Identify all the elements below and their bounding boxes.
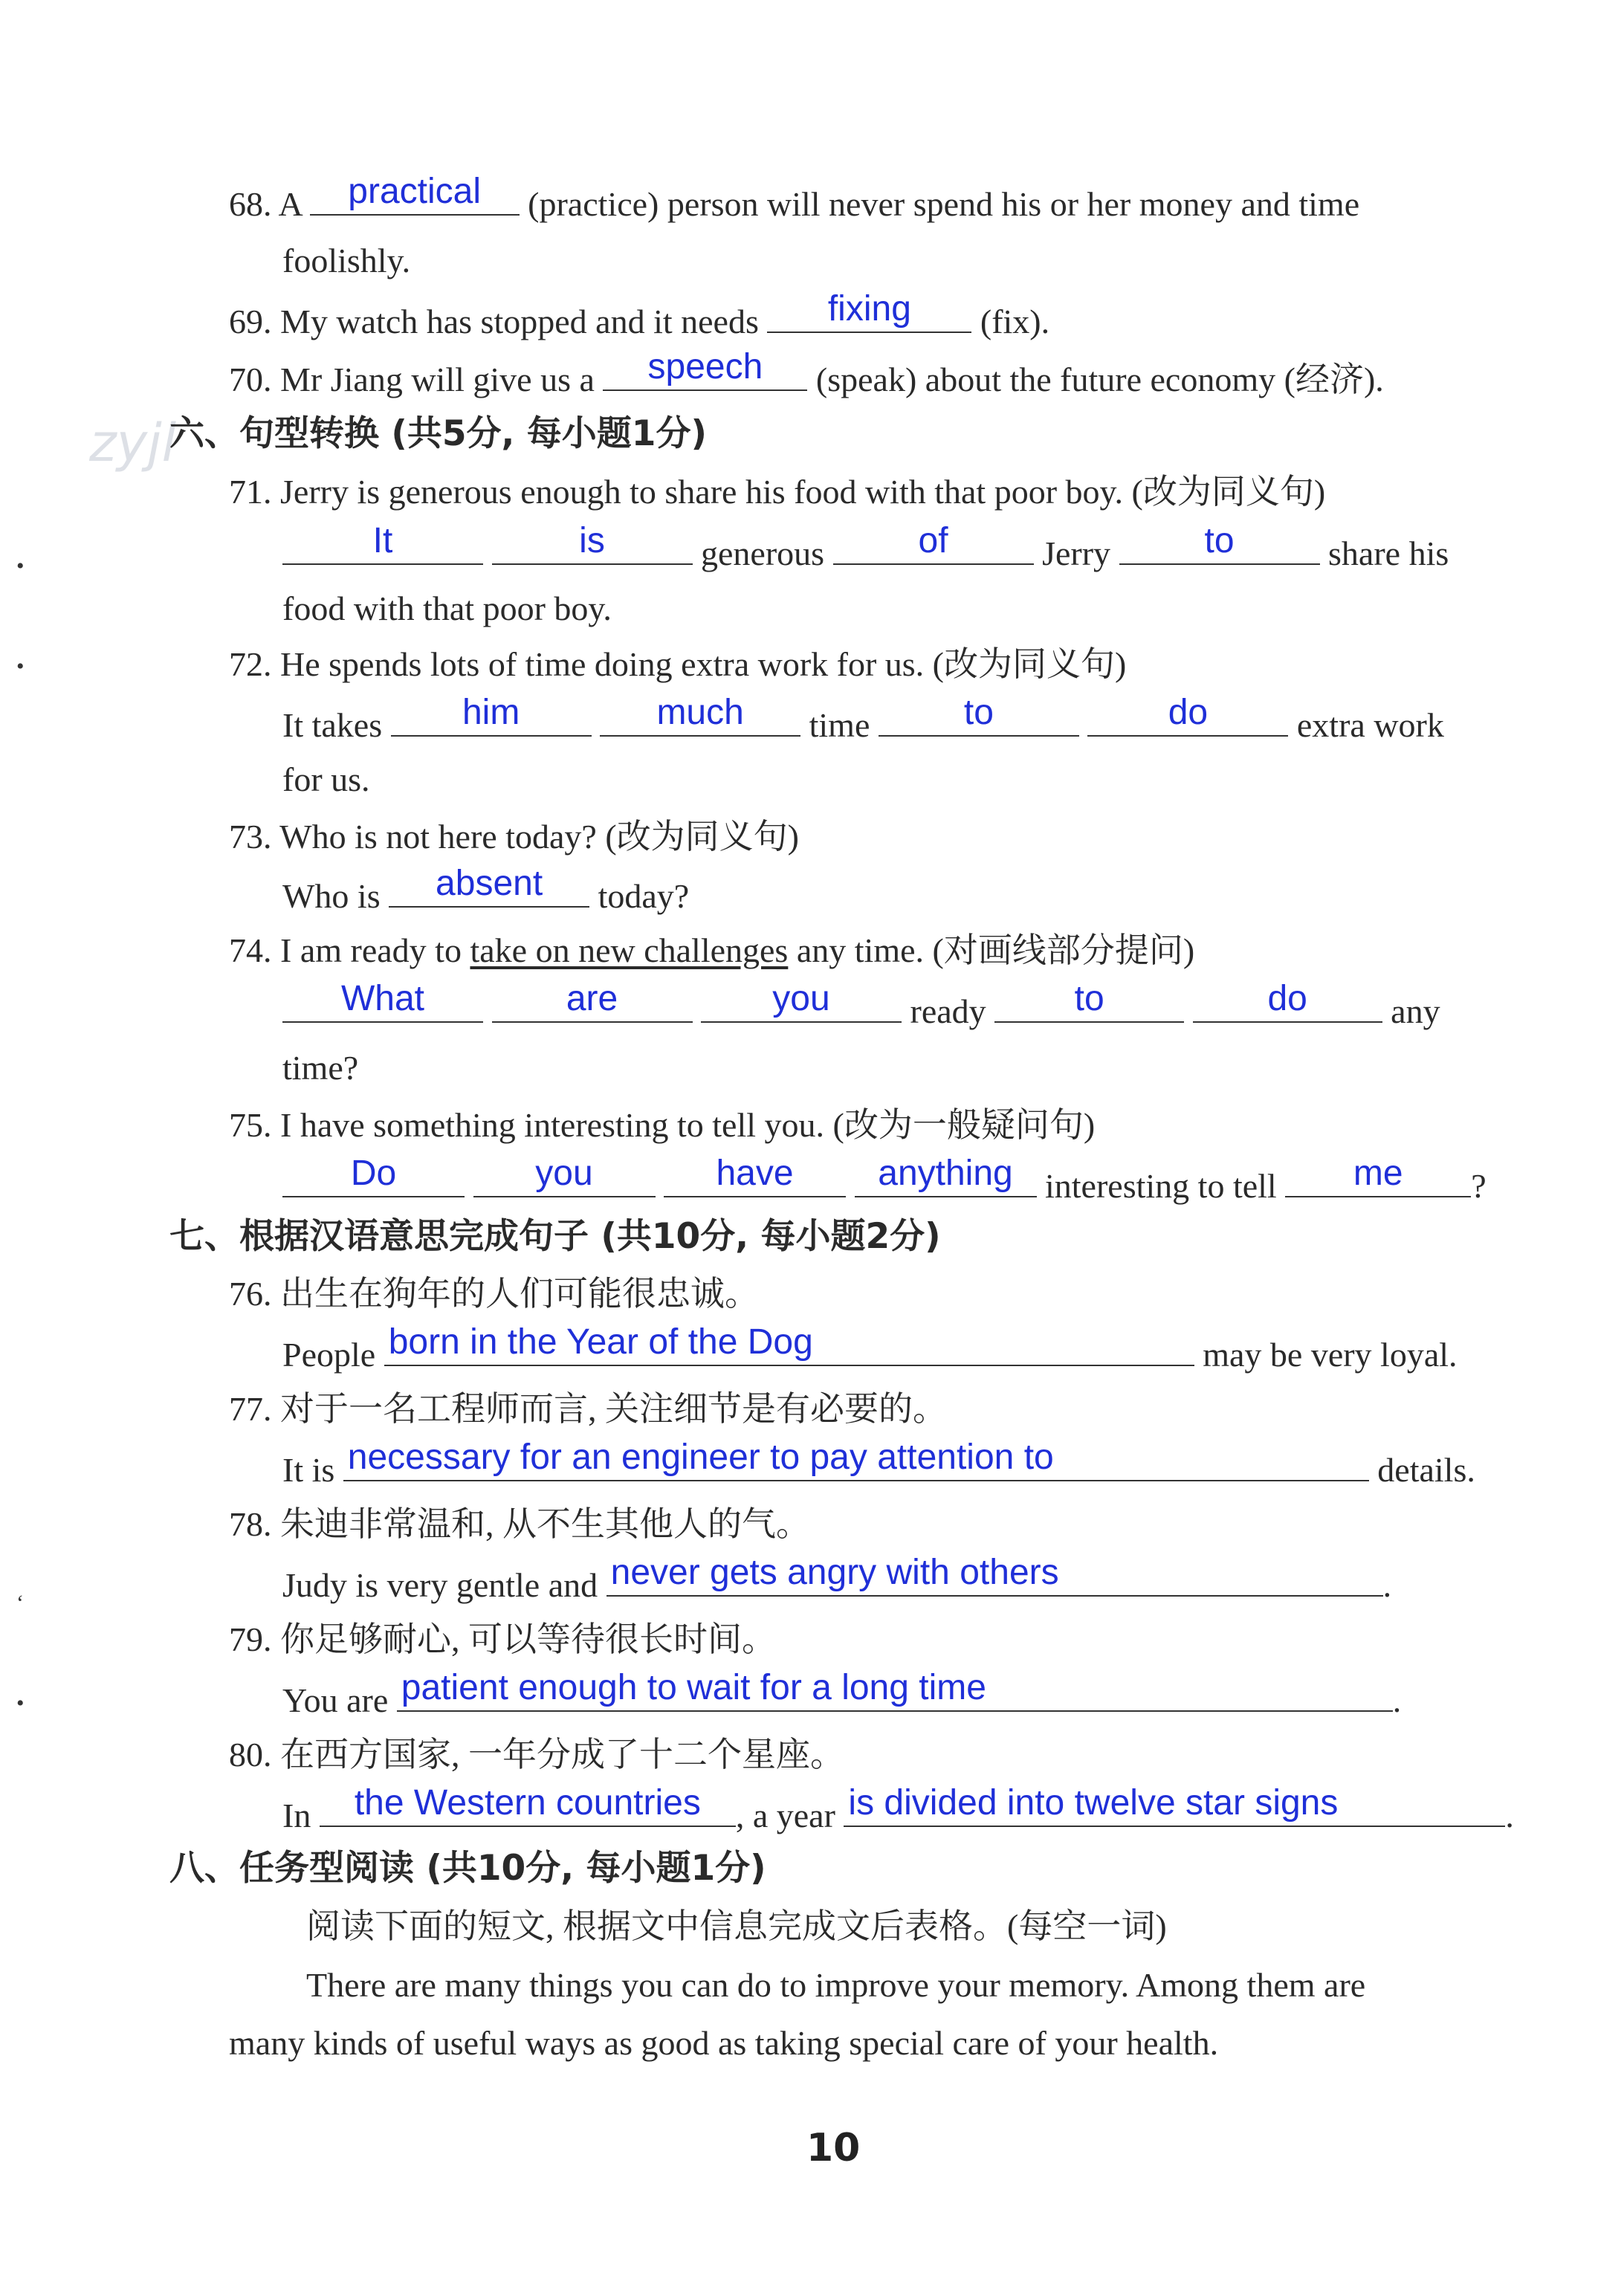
q80-blank-1[interactable]: the Western countries — [320, 1791, 736, 1827]
q71-blank-1[interactable]: It — [282, 529, 483, 565]
q72-answer-line: It takes him much time to do extra work — [282, 693, 1444, 744]
q68-suffix: (practice) person will never spend his or her money and time — [528, 185, 1360, 223]
q71-blank-3[interactable]: of — [833, 529, 1034, 565]
q74-continuation: time? — [282, 1049, 359, 1087]
section-8-heading: 八、任务型阅读 (共10分, 每小题1分) — [169, 1848, 766, 1889]
q79-blank[interactable]: patient enough to wait for a long time — [397, 1676, 1393, 1712]
question-78: 78. 朱迪非常温和, 从不生其他人的气。 — [229, 1505, 810, 1543]
q72-blank-1[interactable]: him — [391, 701, 592, 737]
reading-instruction: 阅读下面的短文, 根据文中信息完成文后表格。(每空一词) — [306, 1907, 1167, 1945]
question-79: 79. 你足够耐心, 可以等待很长时间。 — [229, 1620, 776, 1658]
question-68 — [229, 172, 1360, 226]
q76-blank[interactable]: born in the Year of the Dog — [384, 1330, 1194, 1366]
q74-blank-3[interactable]: you — [701, 987, 902, 1023]
section-6-heading: 六、句型转换 (共5分, 每小题1分) — [169, 413, 707, 454]
q68-continuation: foolishly. — [282, 242, 411, 279]
q69-suffix: (fix). — [980, 303, 1050, 340]
q68-prefix: 68. A — [229, 185, 302, 223]
margin-mark: • — [16, 554, 25, 578]
q72-blank-2[interactable]: much — [600, 701, 800, 737]
question-76: 76. 出生在狗年的人们可能很忠诚。 — [229, 1275, 759, 1313]
reading-paragraph-line-2: many kinds of useful ways as good as taking special care of your health. — [229, 2024, 1219, 2062]
q70-blank[interactable] — [603, 347, 807, 391]
q70-prefix: 70. Mr Jiang will give us a — [229, 360, 595, 398]
question-69 — [229, 289, 1050, 343]
q70-suffix: (speak) about the future economy (经济). — [815, 360, 1384, 398]
q74-blank-2[interactable]: are — [492, 987, 693, 1023]
question-80: 80. 在西方国家, 一年分成了十二个星座。 — [229, 1736, 844, 1773]
margin-mark: ‘ — [16, 1591, 24, 1615]
q75-answer-line: Do you have anything interesting to tell me ? — [282, 1162, 1486, 1208]
page-number: 10 — [806, 2126, 861, 2170]
q71-continuation: food with that poor boy. — [282, 589, 612, 627]
question-73: 73. Who is not here today? (改为同义句) — [229, 818, 799, 856]
q74-blank-1[interactable]: What — [282, 987, 483, 1023]
question-70 — [229, 347, 1384, 401]
q78-blank[interactable]: never gets angry with others — [606, 1561, 1383, 1597]
q80-answer-line: In the Western countries , a year is divided into twelve star signs . — [282, 1783, 1514, 1834]
q69-answer: fixing — [827, 289, 911, 329]
q74-blank-5[interactable]: do — [1193, 987, 1382, 1023]
q75-blank-1[interactable]: Do — [282, 1162, 465, 1197]
q79-answer-line: You are patient enough to wait for a long time . — [282, 1668, 1402, 1719]
question-77: 77. 对于一名工程师而言, 关注细节是有必要的。 — [229, 1390, 947, 1428]
underlined-phrase: take on new challenges — [470, 931, 789, 969]
q75-blank-2[interactable]: you — [473, 1162, 656, 1197]
q69-prefix: 69. My watch has stopped and it needs — [229, 303, 759, 340]
reading-paragraph-line-1: There are many things you can do to improve your memory. Among them are — [306, 1966, 1366, 2004]
q78-answer-line: Judy is very gentle and never gets angry with others . — [282, 1553, 1392, 1604]
q75-blank-3[interactable]: have — [664, 1162, 846, 1197]
q74-blank-4[interactable]: to — [994, 987, 1184, 1023]
margin-mark: • — [16, 1691, 25, 1716]
q74-answer-line: What are you ready to do any — [282, 987, 1440, 1033]
q70-answer: speech — [647, 347, 763, 387]
watermark: zyjl — [89, 413, 177, 473]
q75-blank-5[interactable]: me — [1285, 1162, 1471, 1197]
question-72: 72. He spends lots of time doing extra work for us. (改为同义句) — [229, 645, 1127, 683]
q75-blank-4[interactable]: anything — [855, 1162, 1037, 1197]
q77-answer-line: It is necessary for an engineer to pay attention to details. — [282, 1438, 1475, 1489]
section-7-heading: 七、根据汉语意思完成句子 (共10分, 每小题2分) — [169, 1216, 941, 1257]
q68-blank[interactable] — [310, 172, 520, 216]
q71-blank-4[interactable]: to — [1119, 529, 1320, 565]
q73-answer-line: Who is absent today? — [282, 864, 690, 915]
question-71: 71. Jerry is generous enough to share his food with that poor boy. (改为同义句) — [229, 473, 1326, 511]
question-74: 74. I am ready to take on new challenges any time. (对画线部分提问) — [229, 931, 1195, 969]
q77-blank[interactable]: necessary for an engineer to pay attention to — [343, 1446, 1369, 1481]
q73-blank[interactable]: absent — [389, 872, 589, 908]
question-75: 75. I have something interesting to tell you. (改为一般疑问句) — [229, 1106, 1096, 1144]
q71-blank-2[interactable]: is — [492, 529, 693, 565]
q80-blank-2[interactable]: is divided into twelve star signs — [844, 1791, 1505, 1827]
q71-answer-line: It is generous of Jerry to share his — [282, 529, 1449, 575]
q72-continuation: for us. — [282, 760, 370, 798]
q68-answer: practical — [348, 172, 482, 211]
q72-blank-4[interactable]: do — [1087, 701, 1288, 737]
q72-blank-3[interactable]: to — [879, 701, 1079, 737]
q69-blank[interactable] — [767, 289, 971, 333]
q76-answer-line: People born in the Year of the Dog may be very loyal. — [282, 1322, 1458, 1374]
margin-mark: • — [16, 654, 25, 679]
